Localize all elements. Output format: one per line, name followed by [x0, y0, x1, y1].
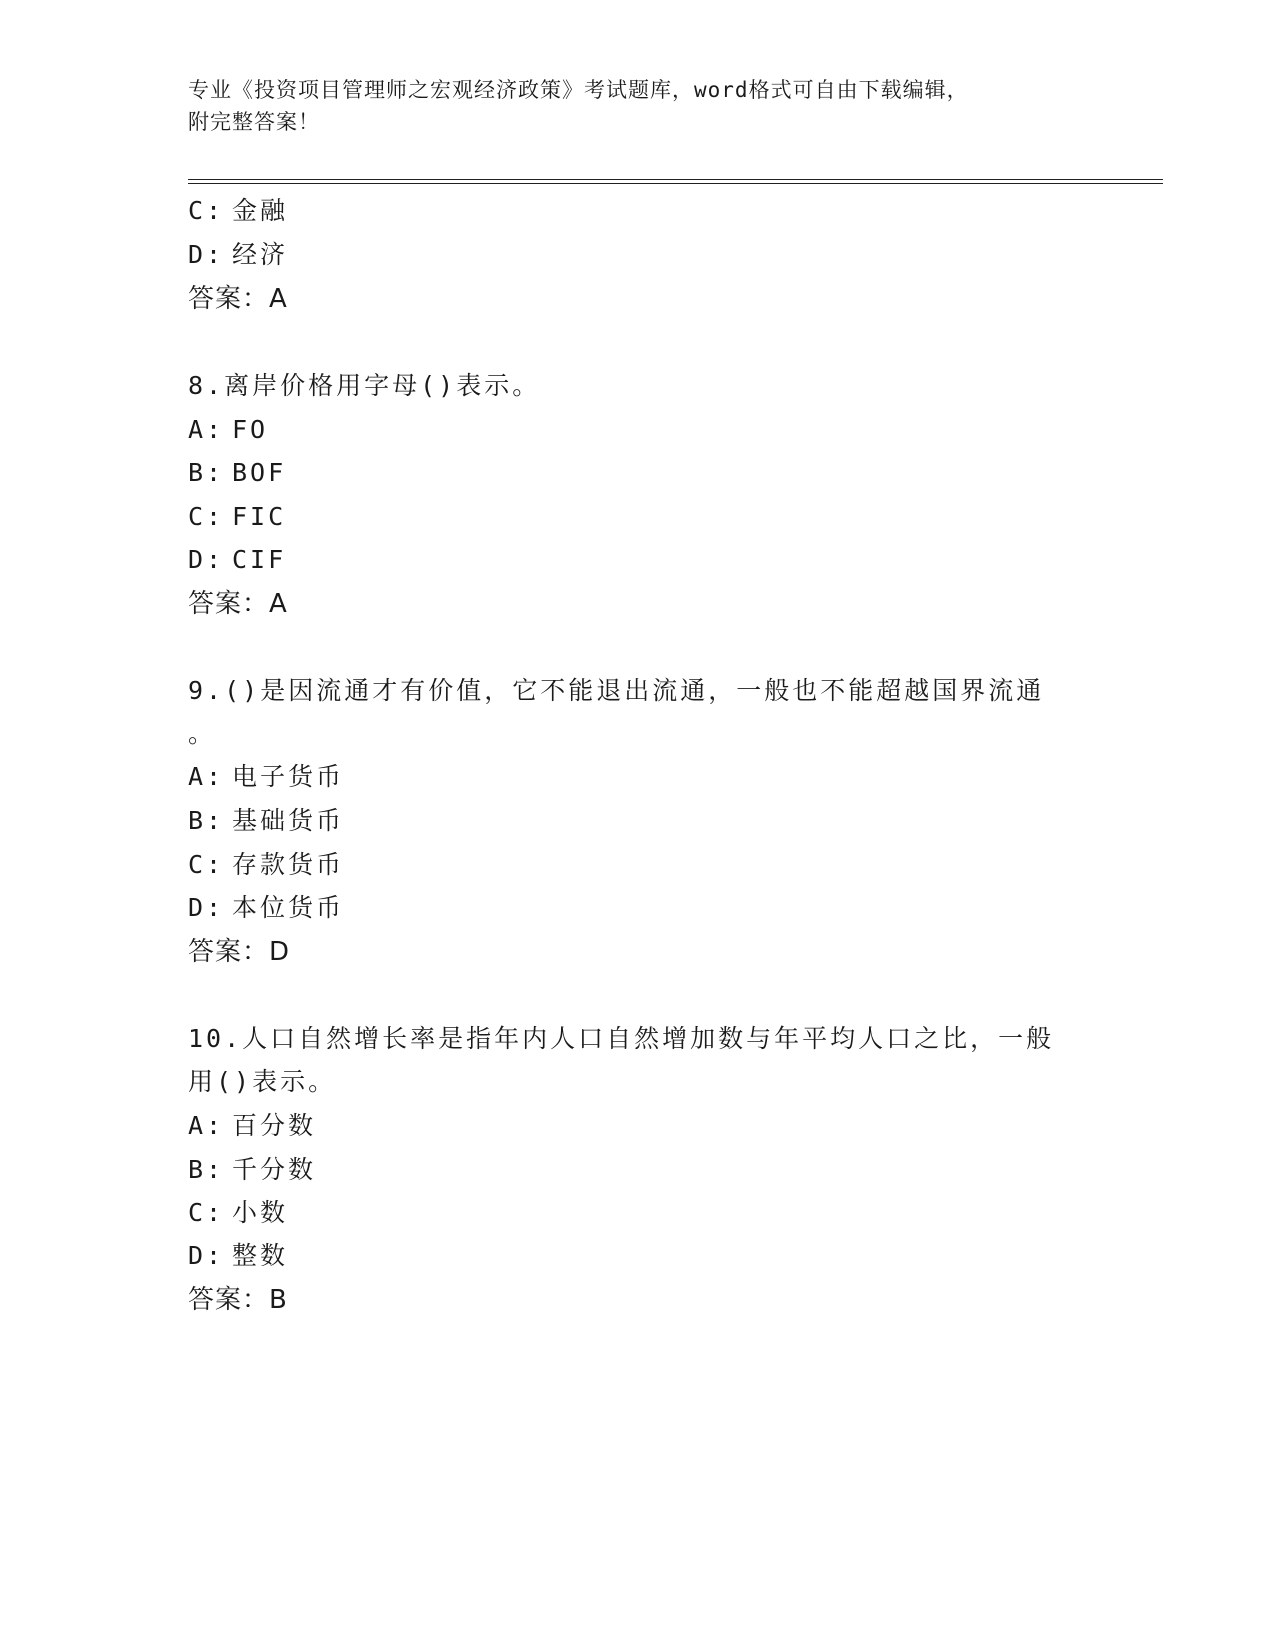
question-9-stem-line-2: 。 — [188, 719, 217, 748]
question-9-stem-line-1: 9.()是因流通才有价值，它不能退出流通，一般也不能超越国界流通 — [188, 676, 1045, 705]
option-c: C: 金融 — [188, 196, 289, 225]
question-10-stem-line-2: 用()表示。 — [188, 1067, 337, 1096]
option-b: B: BOF — [188, 458, 287, 487]
option-d: D: 经济 — [188, 240, 289, 269]
option-b: B: 千分数 — [188, 1155, 317, 1184]
option-c: C: 小数 — [188, 1198, 289, 1227]
option-b: B: 基础货币 — [188, 806, 345, 835]
option-a: A: FO — [188, 415, 269, 444]
option-c: C: FIC — [188, 502, 287, 531]
option-a: A: 百分数 — [188, 1111, 317, 1140]
answer-line: 答案：A — [188, 589, 288, 619]
option-a: A: 电子货币 — [188, 762, 345, 791]
header-line-1: 专业《投资项目管理师之宏观经济政策》考试题库，word格式可自由下载编辑， — [188, 78, 969, 102]
header-line-2: 附完整答案！ — [188, 110, 320, 134]
question-8-stem: 8.离岸价格用字母()表示。 — [188, 371, 541, 400]
option-d: D: 本位货币 — [188, 893, 345, 922]
answer-line: 答案：A — [188, 284, 288, 314]
header-divider — [188, 179, 1163, 184]
answer-line: 答案：D — [188, 937, 291, 967]
option-c: C: 存款货币 — [188, 850, 345, 879]
answer-line: 答案：B — [188, 1285, 288, 1315]
question-10-stem-line-1: 10.人口自然增长率是指年内人口自然增加数与年平均人口之比，一般 — [188, 1024, 1055, 1053]
option-d: D: CIF — [188, 545, 287, 574]
document-header — [188, 74, 1088, 138]
option-d: D: 整数 — [188, 1241, 289, 1270]
